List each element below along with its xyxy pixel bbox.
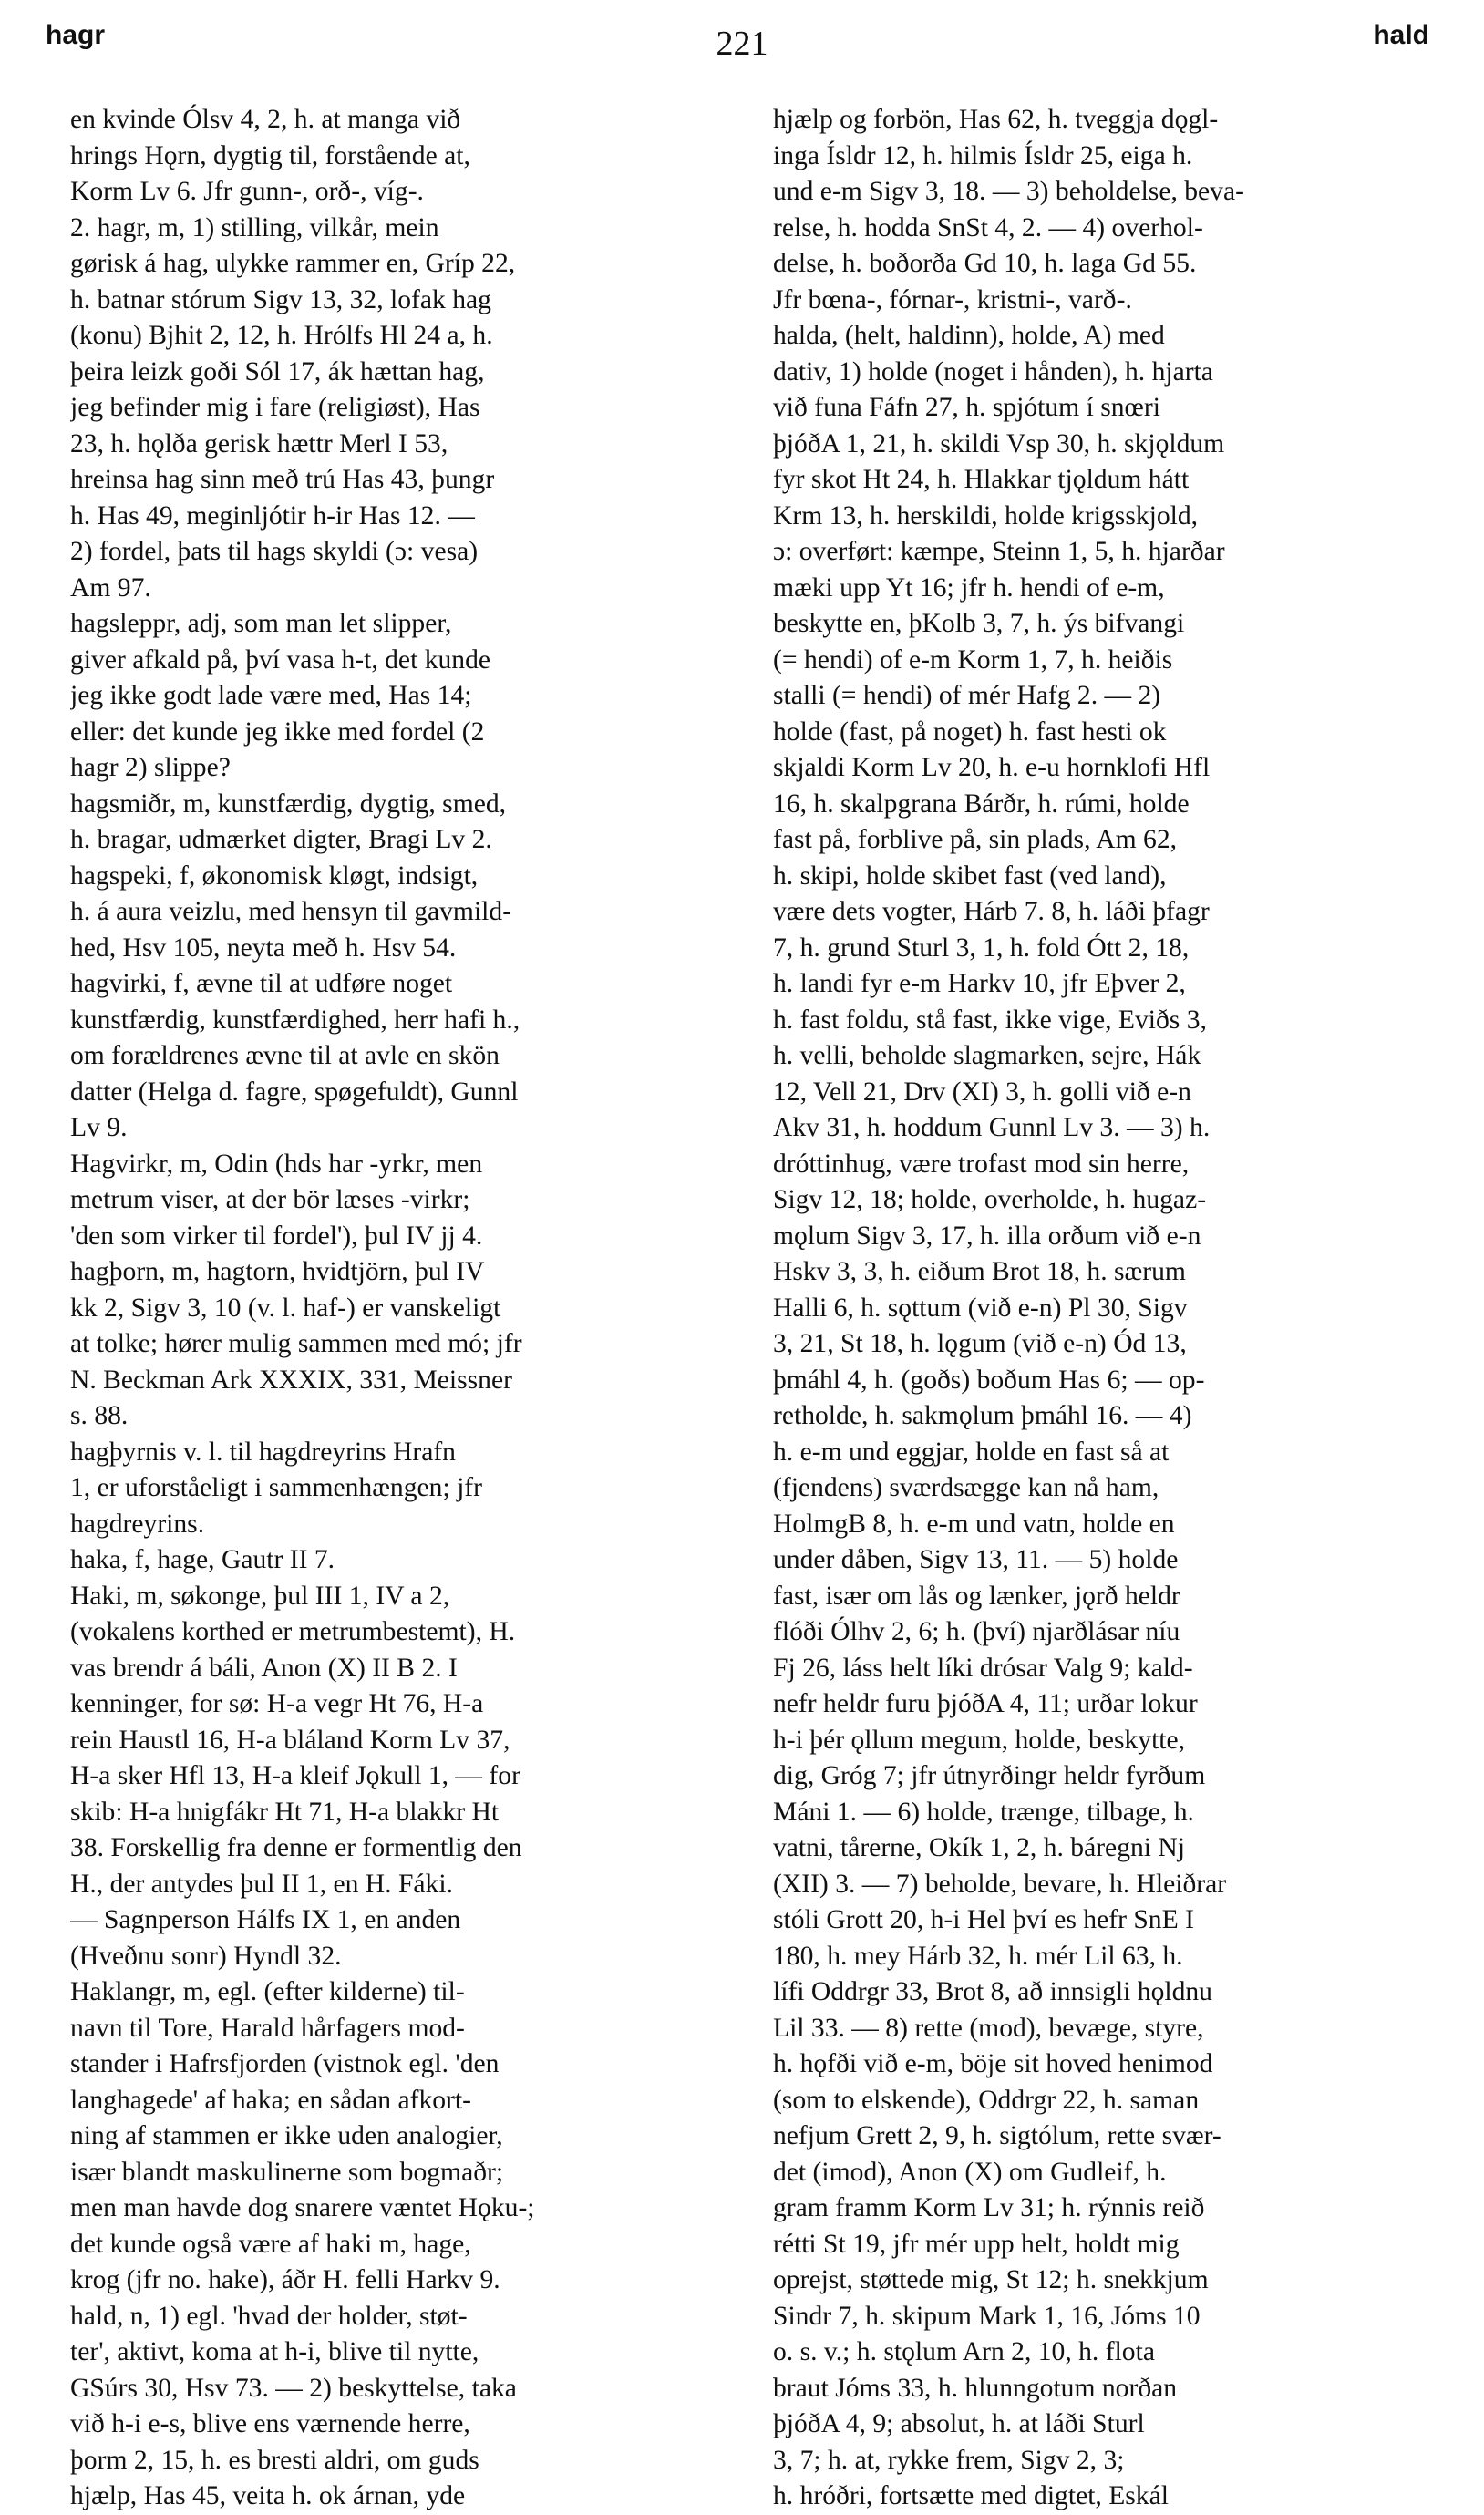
text-line: þjóðA 1, 21, h. skildi Vsp 30, h. skjǫldum (773, 428, 1225, 459)
text-line: (XII) 3. — 7) beholde, bevare, h. Hleiðrar (773, 1869, 1227, 1899)
text-line: delse, h. boðorða Gd 10, h. laga Gd 55. (773, 249, 1197, 278)
text-line: h. batnar stórum Sigv 13, 32, lofak hag (70, 284, 491, 314)
text-line: hrings Hǫrn, dygtig til, forstående at, (70, 140, 470, 170)
text-line: dróttinhug, være trofast mod sin herre, (773, 1149, 1190, 1179)
text-line: h. skipi, holde skibet fast (ved land), (773, 861, 1167, 891)
text-line: Hskv 3, 3, h. eiðum Brot 18, h. særum (773, 1257, 1186, 1286)
text-line: hagþorn, m, hagtorn, hvidtjörn, þul IV (70, 1257, 485, 1286)
text-line: ter', aktivt, koma at h-i, blive til nytte, (70, 2337, 479, 2366)
text-line: 2. hagr, m, 1) stilling, vilkår, mein (70, 212, 439, 242)
header-left-guide-word: hagr (46, 20, 106, 50)
text-line: hjælp, Has 45, veita h. ok árnan, yde (70, 2481, 466, 2510)
text-line: Fj 26, láss helt líki drósar Valg 9; kald- (773, 1653, 1193, 1683)
text-line: h. hǫfði við e-m, böje sit hoved henimod (773, 2049, 1213, 2078)
text-line: mæki upp Yt 16; jfr h. hendi of e-m, (773, 572, 1165, 603)
text-line: Lil 33. — 8) rette (mod), bevæge, styre, (773, 2013, 1204, 2043)
text-line: oprejst, støttede mig, St 12; h. snekkjum (773, 2265, 1209, 2294)
text-line: Hagvirkr, m, Odin (hds har -yrkr, men (70, 1149, 483, 1179)
text-line: ning af stammen er ikke uden analogier, (70, 2121, 503, 2150)
text-line: inga Ísldr 12, h. hilmis Ísldr 25, eiga h. (773, 140, 1193, 170)
text-line: fast på, forblive på, sin plads, Am 62, (773, 825, 1178, 854)
text-line: hagsleppr, adj, som man let slipper, (70, 609, 452, 638)
left-column (70, 102, 749, 2515)
text-line: det kunde også være af haki m, hage, (70, 2229, 471, 2259)
text-line: skib: H-a hnigfákr Ht 71, H-a blakkr Ht (70, 1797, 500, 1827)
text-line: hed, Hsv 105, neyta með h. Hsv 54. (70, 933, 457, 963)
text-line: þorm 2, 15, h. es bresti aldri, om guds (70, 2445, 479, 2475)
text-line: holde (fast, på noget) h. fast hesti ok (773, 716, 1167, 747)
text-line: Sigv 12, 18; holde, overholde, h. hugaz- (773, 1185, 1207, 1214)
text-line: (Hveðnu sonr) Hyndl 32. (70, 1941, 342, 1971)
text-line: rein Haustl 16, H-a bláland Korm Lv 37, (70, 1725, 510, 1755)
text-line: Sindr 7, h. skipum Mark 1, 16, Jóms 10 (773, 2301, 1201, 2331)
text-line: især blandt maskulinerne som bogmaðr; (70, 2157, 504, 2187)
text-line: hagsmiðr, m, kunstfærdig, dygtig, smed, (70, 789, 507, 819)
text-line: kk 2, Sigv 3, 10 (v. l. haf-) er vanskeligt (70, 1293, 501, 1323)
text-line: navn til Tore, Harald hårfagers mod- (70, 2013, 465, 2043)
text-line: hagþyrnis v. l. til hagdreyrins Hrafn (70, 1437, 456, 1467)
text-line: 2) fordel, þats til hags skyldi (ɔ: vesa) (70, 537, 479, 566)
text-line: h-i þér ǫllum megum, holde, beskytte, (773, 1725, 1186, 1755)
text-line: relse, h. hodda SnSt 4, 2. — 4) overhol- (773, 212, 1203, 242)
text-line: und e-m Sigv 3, 18. — 3) beholdelse, beva- (773, 177, 1244, 206)
text-line: o. s. v.; h. stǫlum Arn 2, 10, h. flota (773, 2337, 1155, 2366)
text-line: hreinsa hag sinn með trú Has 43, þungr (70, 465, 495, 494)
text-line: dativ, 1) holde (noget i hånden), h. hjarta (773, 356, 1213, 387)
text-line: under dåben, Sigv 13, 11. — 5) holde (773, 1545, 1179, 1574)
text-line: gørisk á hag, ulykke rammer en, Gríp 22, (70, 249, 516, 278)
text-line: stóli Grott 20, h-i Hel því es hefr SnE I (773, 1905, 1194, 1934)
text-line: h. fast foldu, stå fast, ikke vige, Eviðs 3, (773, 1005, 1207, 1035)
text-line: krog (jfr no. hake), áðr H. felli Harkv 9. (70, 2265, 500, 2294)
text-line: kenninger, for sø: H-a vegr Ht 76, H-a (70, 1689, 484, 1718)
text-line: hald, n, 1) egl. 'hvad der holder, støt- (70, 2301, 468, 2331)
text-line: lífi Oddrgr 33, Brot 8, að innsigli hǫldnu (773, 1977, 1212, 2006)
text-line: men man havde dog snarere væntet Hǫku-; (70, 2193, 535, 2222)
text-line: hjælp og forbön, Has 62, h. tveggja dǫgl- (773, 105, 1219, 134)
text-line: við funa Fáfn 27, h. spjótum í snœri (773, 393, 1160, 422)
text-line: giver afkald på, því vasa h-t, det kunde (70, 644, 491, 675)
text-line: gram framm Korm Lv 31; h. rýnnis reið (773, 2193, 1205, 2222)
text-line: fast, især om lås og lænker, jǫrð heldr (773, 1581, 1180, 1611)
text-line: hagr 2) slippe? (70, 753, 231, 782)
text-line: h. á aura veizlu, med hensyn til gavmild- (70, 897, 512, 926)
text-line: H., der antydes þul II 1, en H. Fáki. (70, 1869, 453, 1899)
text-line: þmáhl 4, h. (goðs) boðum Has 6; — op- (773, 1365, 1205, 1395)
text-line: 180, h. mey Hárb 32, h. mér Lil 63, h. (773, 1941, 1183, 1971)
text-line: stander i Hafrsfjorden (vistnok egl. 'den (70, 2049, 500, 2078)
text-line: 1, er uforståeligt i sammenhængen; jfr (70, 1473, 483, 1502)
text-line: HolmgB 8, h. e-m und vatn, holde en (773, 1509, 1175, 1539)
text-line: om forældrenes ævne til at avle en skön (70, 1041, 500, 1070)
text-line: h. Has 49, meginljótir h-ir Has 12. — (70, 500, 475, 531)
text-line: (= hendi) of e-m Korm 1, 7, h. heiðis (773, 644, 1173, 675)
text-line: haka, f, hage, Gautr II 7. (70, 1545, 335, 1574)
text-line: 16, h. skalpgrana Bárðr, h. rúmi, holde (773, 789, 1190, 819)
text-line: þeira leizk goði Sól 17, ák hættan hag, (70, 356, 485, 387)
text-line: 12, Vell 21, Drv (XI) 3, h. golli við e-n (773, 1077, 1191, 1107)
text-line: Haki, m, søkonge, þul III 1, IV a 2, (70, 1581, 450, 1611)
text-line: det (imod), Anon (X) om Gudleif, h. (773, 2157, 1167, 2187)
text-line: H-a sker Hfl 13, H-a kleif Jǫkull 1, — for (70, 1761, 520, 1790)
text-line: Lv 9. (70, 1113, 128, 1142)
text-line: h. velli, beholde slagmarken, sejre, Hák (773, 1041, 1201, 1070)
text-line: jeg befinder mig i fare (religiøst), Has (70, 393, 480, 422)
text-line: skjaldi Korm Lv 20, h. e-u hornklofi Hfl (773, 753, 1211, 782)
text-line: — Sagnperson Hálfs IX 1, en anden (70, 1905, 461, 1934)
text-line: fyr skot Ht 24, h. Hlakkar tjǫldum hátt (773, 465, 1190, 494)
text-line: þjóðA 4, 9; absolut, h. at láði Sturl (773, 2409, 1145, 2438)
text-line: við h-i e-s, blive ens værnende herre, (70, 2409, 470, 2438)
text-line: kunstfærdig, kunstfærdighed, herr hafi h., (70, 1005, 520, 1035)
text-line: (fjendens) sværdsægge kan nå ham, (773, 1473, 1159, 1502)
header-right-guide-word: hald (1373, 20, 1429, 50)
text-line: 'den som virker til fordel'), þul IV jj 4. (70, 1221, 483, 1251)
text-line: vas brendr á báli, Anon (X) II B 2. I (70, 1653, 458, 1683)
text-line: flóði Ólhv 2, 6; h. (því) njarðlásar níu (773, 1617, 1180, 1646)
text-line: Am 97. (70, 572, 151, 603)
text-line: h. hróðri, fortsætte med digtet, Eskál (773, 2481, 1169, 2510)
text-line: Krm 13, h. herskildi, holde krigsskjold, (773, 500, 1199, 531)
text-line: (vokalens korthed er metrumbestemt), H. (70, 1617, 516, 1646)
text-line: vatni, tårerne, Okík 1, 2, h. báregni Nj (773, 1833, 1185, 1862)
text-line: GSúrs 30, Hsv 73. — 2) beskyttelse, taka (70, 2373, 517, 2403)
text-line: (som to elskende), Oddrgr 22, h. saman (773, 2085, 1200, 2115)
text-line: Halli 6, h. sǫttum (við e-n) Pl 30, Sigv (773, 1293, 1188, 1323)
text-line: 23, h. hǫlða gerisk hættr Merl I 53, (70, 428, 448, 459)
text-line: Jfr bœna-, fórnar-, kristni-, varð-. (773, 284, 1132, 314)
text-line: 3, 7; h. at, rykke frem, Sigv 2, 3; (773, 2445, 1125, 2475)
text-line: s. 88. (70, 1401, 129, 1430)
text-line: en kvinde Ólsv 4, 2, h. at manga við (70, 105, 461, 134)
text-line: h. e-m und eggjar, holde en fast så at (773, 1437, 1170, 1467)
text-line: h. bragar, udmærket digter, Bragi Lv 2. (70, 825, 492, 854)
page-number: 221 (716, 25, 768, 63)
text-line: Haklangr, m, egl. (efter kilderne) til- (70, 1977, 465, 2006)
text-line: metrum viser, at der bör læses -virkr; (70, 1185, 470, 1214)
text-line: nefjum Grett 2, 9, h. sigtólum, rette svær- (773, 2121, 1221, 2150)
text-line: stalli (= hendi) of mér Hafg 2. — 2) (773, 681, 1161, 710)
text-line: hagspeki, f, økonomisk kløgt, indsigt, (70, 861, 479, 891)
text-line: 7, h. grund Sturl 3, 1, h. fold Ótt 2, 18, (773, 933, 1190, 963)
text-line: hagvirki, f, ævne til at udføre noget (70, 969, 453, 998)
right-column (773, 102, 1452, 2515)
text-line: være dets vogter, Hárb 7. 8, h. láði þfagr (773, 897, 1210, 926)
text-line: hagdreyrins. (70, 1509, 205, 1539)
text-line: rétti St 19, jfr mér upp helt, holdt mig (773, 2229, 1180, 2259)
text-line: 38. Forskellig fra denne er formentlig den (70, 1833, 522, 1862)
text-line: Akv 31, h. hoddum Gunnl Lv 3. — 3) h. (773, 1113, 1211, 1142)
text-line: mǫlum Sigv 3, 17, h. illa orðum við e-n (773, 1221, 1201, 1251)
text-line: retholde, h. sakmǫlum þmáhl 16. — 4) (773, 1401, 1192, 1430)
text-line: 3, 21, St 18, h. lǫgum (við e-n) Ód 13, (773, 1329, 1187, 1358)
text-line: nefr heldr furu þjóðA 4, 11; urðar lokur (773, 1689, 1198, 1718)
text-line: beskytte en, þKolb 3, 7, h. ýs bifvangi (773, 609, 1185, 638)
text-line: at tolke; hører mulig sammen med mó; jfr (70, 1329, 522, 1358)
text-line: langhagede' af haka; en sådan afkort- (70, 2085, 471, 2115)
text-line: Korm Lv 6. Jfr gunn-, orð-, víg-. (70, 177, 424, 206)
text-line: jeg ikke godt lade være med, Has 14; (70, 681, 472, 710)
text-line: braut Jóms 33, h. hlunngotum norðan (773, 2373, 1178, 2403)
text-line: (konu) Bjhit 2, 12, h. Hrólfs Hl 24 a, h. (70, 321, 493, 350)
text-line: halda, (helt, haldinn), holde, A) med (773, 321, 1165, 350)
text-line: h. landi fyr e-m Harkv 10, jfr Eþver 2, (773, 969, 1186, 998)
text-line: N. Beckman Ark XXXIX, 331, Meissner (70, 1365, 512, 1395)
text-line: ɔ: overført: kæmpe, Steinn 1, 5, h. hjarðar (773, 537, 1225, 566)
text-line: Máni 1. — 6) holde, trænge, tilbage, h. (773, 1797, 1194, 1827)
text-line: datter (Helga d. fagre, spøgefuldt), Gunnl (70, 1077, 519, 1107)
text-line: dig, Gróg 7; jfr útnyrðingr heldr fyrðum (773, 1761, 1206, 1790)
text-line: eller: det kunde jeg ikke med fordel (2 (70, 716, 485, 747)
